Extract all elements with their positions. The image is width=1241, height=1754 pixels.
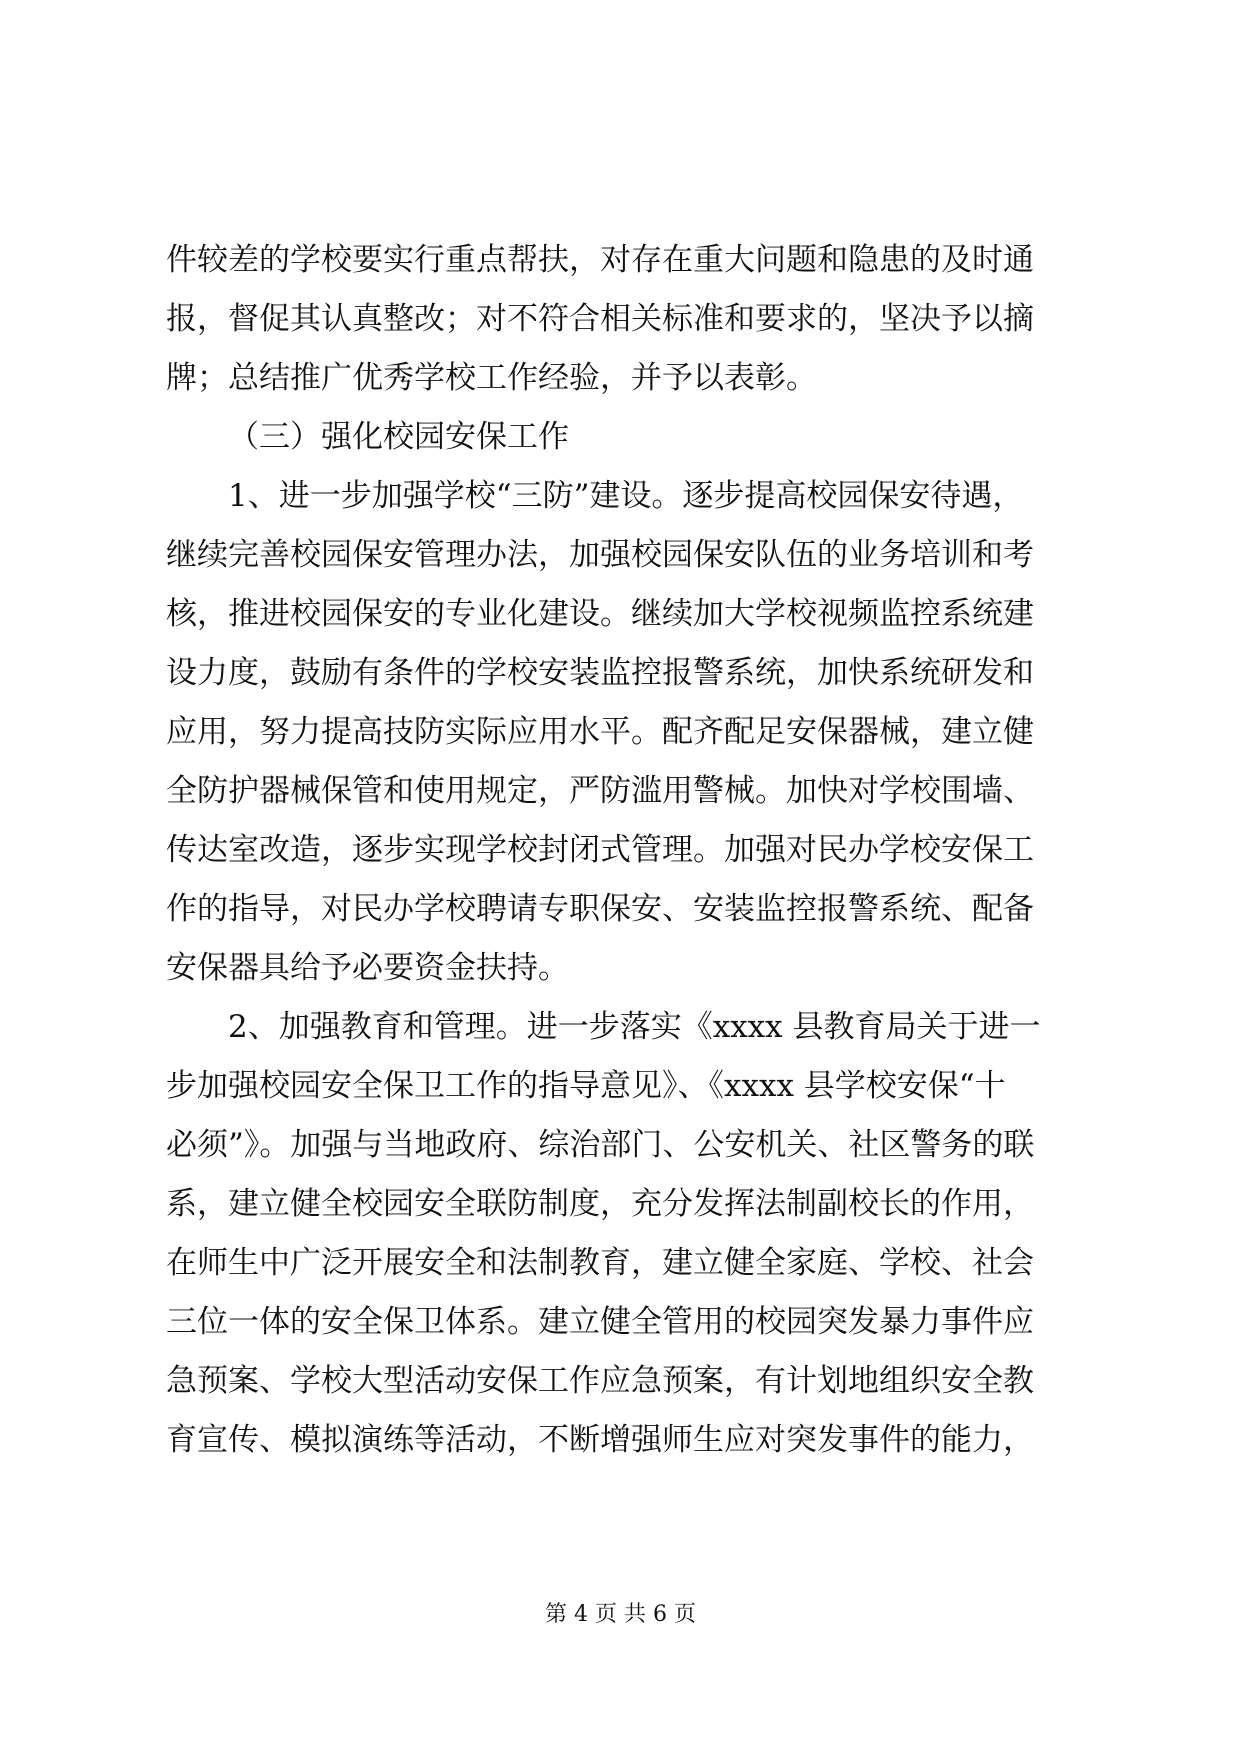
paragraph-line: 1、进一步加强学校“三防”建设。逐步提高校园保安待遇， [228, 478, 1024, 514]
paragraph-line: 作的指导，对民办学校聘请专职保安、安装监控报警系统、配备 [166, 891, 1034, 927]
paragraph-line: 育宣传、模拟演练等活动，不断增强师生应对突发事件的能力， [166, 1422, 1034, 1458]
paragraph-line: 报，督促其认真整改；对不符合相关标准和要求的，坚决予以摘 [166, 301, 1034, 337]
paragraph-line: 三位一体的安全保卫体系。建立健全管用的校园突发暴力事件应 [166, 1304, 1034, 1340]
paragraph-line: 应用，努力提高技防实际应用水平。配齐配足安保器械，建立健 [166, 714, 1034, 750]
paragraph-line: 牌；总结推广优秀学校工作经验，并予以表彰。 [166, 360, 817, 396]
paragraph-line: 传达室改造，逐步实现学校封闭式管理。加强对民办学校安保工 [166, 832, 1034, 868]
paragraph-line: 设力度，鼓励有条件的学校安装监控报警系统，加快系统研发和 [166, 655, 1034, 691]
page-number-footer: 第 4 页 共 6 页 [545, 1602, 696, 1627]
paragraph-line: 2、加强教育和管理。进一步落实《xxxx 县教育局关于进一 [228, 1009, 1041, 1045]
paragraph-line: 安保器具给予必要资金扶持。 [166, 950, 569, 986]
section-heading: （三）强化校园安保工作 [228, 419, 569, 455]
paragraph-line: 核，推进校园保安的专业化建设。继续加大学校视频监控系统建 [166, 596, 1034, 632]
paragraph-line: 急预案、学校大型活动安保工作应急预案，有计划地组织安全教 [166, 1363, 1034, 1399]
paragraph-line: 步加强校园安全保卫工作的指导意见》、《xxxx 县学校安保“十 [166, 1068, 1006, 1104]
paragraph-line: 系，建立健全校园安全联防制度，充分发挥法制副校长的作用， [166, 1186, 1034, 1222]
paragraph-line: 全防护器械保管和使用规定，严防滥用警械。加快对学校围墙、 [166, 773, 1034, 809]
paragraph-line: 在师生中广泛开展安全和法制教育，建立健全家庭、学校、社会 [166, 1245, 1034, 1281]
paragraph-line: 件较差的学校要实行重点帮扶，对存在重大问题和隐患的及时通 [166, 242, 1034, 278]
paragraph-line: 继续完善校园保安管理办法，加强校园保安队伍的业务培训和考 [166, 537, 1034, 573]
paragraph-line: 必须”》。加强与当地政府、综治部门、公安机关、社区警务的联 [166, 1127, 1035, 1163]
